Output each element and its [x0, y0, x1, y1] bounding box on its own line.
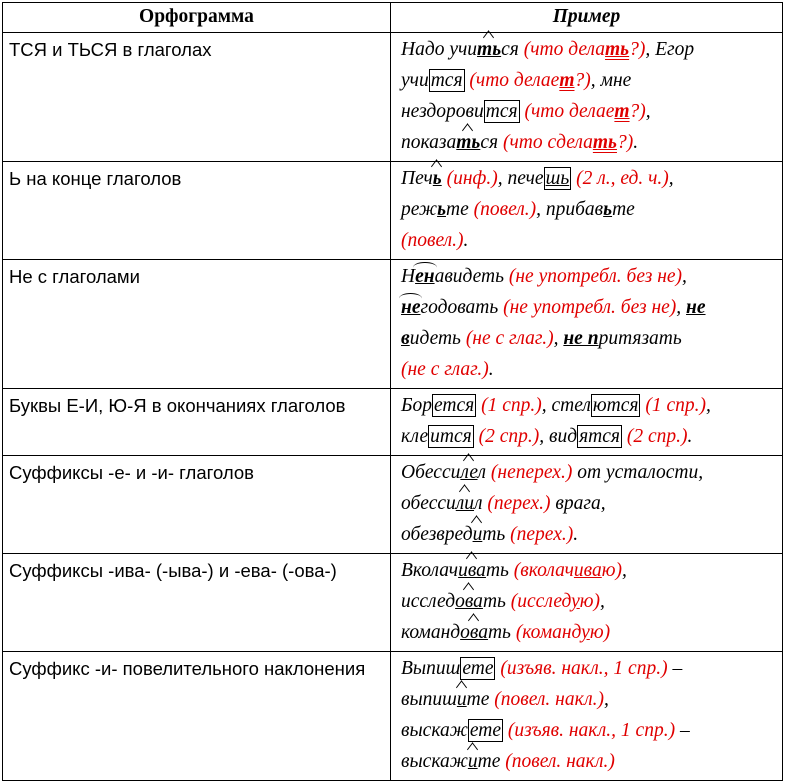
explanation-text: (повел. накл.): [494, 689, 604, 710]
orthogram-mark: в: [401, 328, 410, 349]
example-text: Выпиш: [401, 658, 461, 679]
example-text: кле: [401, 426, 429, 447]
example-text: обезвред: [401, 524, 473, 545]
explanation-text: (повел.): [473, 199, 537, 220]
table-row: [3, 456, 783, 554]
orthogram-mark: ь: [432, 168, 442, 189]
explanation-text: (не употребл. без не): [508, 266, 683, 287]
example-line: [401, 653, 776, 684]
orthogram-mark: ен: [415, 266, 435, 287]
example-text: Печ: [401, 168, 433, 189]
orthogram-mark: ится: [430, 426, 472, 447]
example-text: ,: [682, 266, 687, 287]
example-text: выскаж: [401, 720, 468, 741]
example-text: идеть: [409, 328, 466, 349]
example-cell: [391, 652, 783, 781]
example-text: ,: [645, 101, 651, 122]
explanation-text: (повел. накл.): [505, 751, 615, 772]
example-cell: [391, 389, 783, 456]
orthogram-mark: и: [456, 689, 467, 710]
explanation-text: (2 л., ед. ч.): [576, 168, 669, 189]
orthogram-mark: ле: [460, 462, 478, 483]
explanation-text: (что дела: [523, 39, 606, 60]
example-text: врага,: [550, 493, 606, 514]
example-text: команд: [401, 622, 461, 643]
example-text: л: [477, 462, 491, 483]
example-text: ть: [482, 524, 511, 545]
example-text: , прибав: [536, 199, 604, 220]
orthogram-mark: ятся: [579, 426, 620, 447]
orthogram-mark: ли: [455, 493, 475, 514]
example-line: [401, 488, 776, 519]
explanation-text: (инф.): [446, 168, 498, 189]
example-line: [401, 390, 776, 421]
explanation-text: (что делае: [469, 70, 560, 91]
rule-cell: Суффикс -и- повелительного наклонения: [3, 652, 391, 781]
example-text: выскаж: [401, 751, 468, 772]
example-text: .: [463, 230, 469, 251]
orthogram-mark: тся: [485, 101, 518, 122]
example-cell: [391, 162, 783, 260]
example-text: обесси: [401, 493, 456, 514]
rule-cell: ТСЯ и ТЬСЯ в глаголах: [3, 33, 391, 162]
example-text: ть: [482, 591, 511, 612]
example-line: [401, 586, 776, 617]
table-row: [3, 554, 783, 652]
example-text: те: [466, 689, 495, 710]
rule-cell: Суффиксы -ива- (-ыва-) и -ева- (-ова-): [3, 554, 391, 652]
example-cell: [391, 33, 783, 162]
example-text: ритязать: [598, 328, 682, 349]
explanation-text: ю): [589, 622, 611, 643]
table-row: [3, 389, 783, 456]
orthogram-table: [2, 2, 783, 781]
header-row: [3, 3, 783, 33]
example-line: [401, 684, 776, 715]
explanation-text: (изъяв. накл., 1 спр.): [500, 658, 668, 679]
explanation-text: (2 спр.): [626, 426, 688, 447]
example-text: , Егор: [645, 39, 695, 60]
rule-cell: Ь на конце глаголов: [3, 162, 391, 260]
orthogram-mark: ива: [458, 560, 486, 581]
orthogram-mark: и: [472, 524, 483, 545]
example-text: реж: [401, 199, 438, 220]
orthogram-mark: не: [401, 297, 421, 318]
explanation-text: (что делае: [524, 101, 615, 122]
orthogram-mark: ть: [477, 39, 502, 60]
example-line: [401, 292, 776, 323]
header-rule: Орфограмма: [3, 3, 391, 33]
example-text: .: [687, 426, 693, 447]
example-text: те: [477, 751, 506, 772]
explanation-text: ю): [601, 560, 623, 581]
example-text: нездорови: [401, 101, 484, 122]
example-text: .: [488, 359, 494, 380]
table-row: [3, 260, 783, 389]
example-line: [401, 96, 776, 127]
example-line: [401, 261, 776, 292]
explanation-text: (перех.): [487, 493, 551, 514]
rule-cell: Суффиксы -е- и -и- глаголов: [3, 456, 391, 554]
explanation-text: (2 спр.): [478, 426, 540, 447]
example-text: выпиш: [401, 689, 457, 710]
rule-cell: Буквы Е-И, Ю-Я в окончаниях глаголов: [3, 389, 391, 456]
example-line: [401, 225, 776, 256]
example-line: [401, 421, 776, 452]
example-text: ,: [676, 297, 687, 318]
example-cell: [391, 554, 783, 652]
example-text: ,: [622, 560, 627, 581]
explanation-text: (перех.): [510, 524, 574, 545]
rule-cell: Не с глаголами: [3, 260, 391, 389]
table-row: [3, 162, 783, 260]
example-text: –: [667, 658, 683, 679]
explanation-text: т: [559, 70, 575, 91]
table-row: [3, 652, 783, 781]
example-text: , пече: [497, 168, 544, 189]
orthogram-mark: не: [686, 297, 706, 318]
orthogram-mark: ть: [456, 132, 481, 153]
example-text: от усталости,: [572, 462, 704, 483]
example-line: [401, 555, 776, 586]
orthogram-mark: тся: [430, 70, 463, 91]
example-text: показа: [401, 132, 457, 153]
example-line: [401, 354, 776, 385]
explanation-text: (повел.): [401, 230, 464, 251]
example-text: те: [612, 199, 635, 220]
example-text: ,: [553, 328, 564, 349]
orthogram-mark: шь: [545, 168, 570, 189]
example-text: ,: [603, 689, 609, 710]
explanation-text: ю): [579, 591, 601, 612]
example-text: , мне: [590, 70, 632, 91]
explanation-text: ?): [574, 70, 591, 91]
example-text: Обесси: [401, 462, 461, 483]
example-text: Н: [401, 266, 416, 287]
explanation-text: у: [571, 591, 580, 612]
explanation-text: ива: [573, 560, 602, 581]
explanation-text: т: [614, 101, 630, 122]
explanation-text: (не с глаг.): [401, 359, 489, 380]
example-line: [401, 34, 776, 65]
explanation-text: (исслед: [510, 591, 572, 612]
example-line: [401, 323, 776, 354]
explanation-text: у: [581, 622, 590, 643]
orthogram-mark: ются: [592, 395, 639, 416]
explanation-text: (1 спр.): [645, 395, 707, 416]
explanation-text: ?): [629, 39, 646, 60]
example-cell: [391, 456, 783, 554]
example-text: исслед: [401, 591, 456, 612]
example-text: ,: [706, 395, 711, 416]
explanation-text: ?): [629, 101, 646, 122]
orthogram-mark: ова: [455, 591, 483, 612]
explanation-text: (1 спр.): [481, 395, 542, 416]
example-text: ,: [600, 591, 605, 612]
orthogram-mark: ь: [603, 199, 613, 220]
orthogram-mark: ова: [460, 622, 488, 643]
explanation-text: ть: [605, 39, 630, 60]
example-text: ть: [487, 622, 516, 643]
orthogram-mark: и: [467, 751, 478, 772]
example-text: , стел: [541, 395, 591, 416]
example-text: .: [573, 524, 579, 545]
table-row: [3, 33, 783, 162]
example-text: –: [675, 720, 690, 741]
example-text: Надо учи: [401, 39, 478, 60]
example-line: [401, 127, 776, 158]
example-text: ся: [480, 132, 503, 153]
orthogram-mark: ется: [434, 395, 475, 416]
example-text: л: [474, 493, 488, 514]
explanation-text: (не с глаг.): [465, 328, 554, 349]
orthogram-mark: не п: [563, 328, 599, 349]
example-line: [401, 163, 776, 194]
example-text: , вид: [539, 426, 578, 447]
example-line: [401, 194, 776, 225]
example-line: [401, 519, 776, 550]
example-text: ть: [485, 560, 514, 581]
example-text: Вколач: [401, 560, 459, 581]
orthogram-mark: ете: [469, 720, 501, 741]
orthogram-mark: ете: [462, 658, 494, 679]
example-line: [401, 457, 776, 488]
example-line: [401, 617, 776, 648]
example-text: ся: [501, 39, 524, 60]
example-text: .: [633, 132, 639, 153]
header-example: Пример: [391, 3, 783, 33]
orthogram-mark: ь: [437, 199, 446, 220]
example-text: Бор: [401, 395, 433, 416]
example-text: ,: [668, 168, 674, 189]
explanation-text: (не употребл. без не): [503, 297, 677, 318]
explanation-text: (что сдела: [502, 132, 593, 153]
example-text: авидеть: [434, 266, 509, 287]
example-line: [401, 65, 776, 96]
example-line: [401, 746, 776, 777]
example-line: [401, 715, 776, 746]
example-text: те: [445, 199, 474, 220]
explanation-text: (изъяв. накл., 1 спр.): [507, 720, 676, 741]
explanation-text: ть: [592, 132, 617, 153]
example-text: учи: [401, 70, 429, 91]
explanation-text: (команд: [515, 622, 582, 643]
explanation-text: (неперех.): [490, 462, 573, 483]
explanation-text: ?): [616, 132, 634, 153]
example-text: годовать: [420, 297, 504, 318]
example-cell: [391, 260, 783, 389]
explanation-text: (вколач: [513, 560, 574, 581]
